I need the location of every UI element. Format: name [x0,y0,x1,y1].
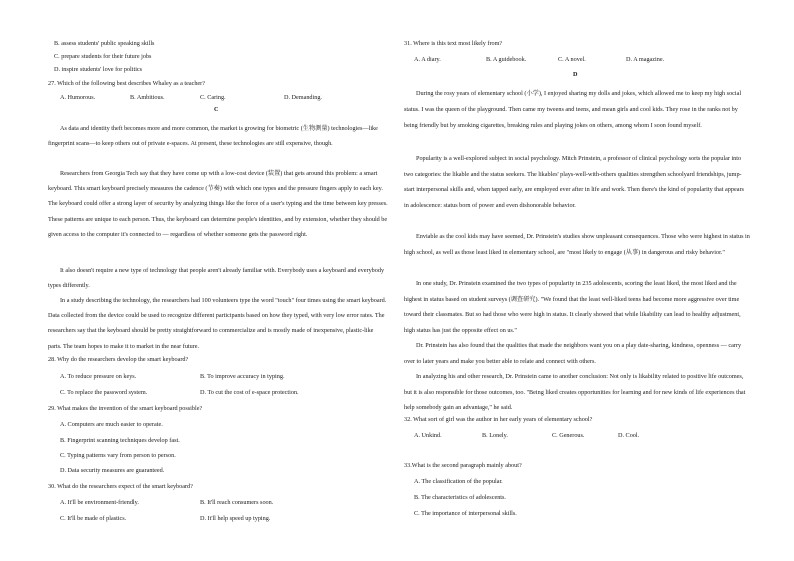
q29-option-c: C. Typing patterns vary from person to person. [60,452,176,459]
q28-option-b: B. To improve accuracy in typing. [200,373,285,380]
q28-option-a: A. To reduce pressure on keys. [60,373,137,380]
q29-option-a: A. Computers are much easier to operate. [60,421,163,428]
q26-option-d: D. inspire students' love for politics [54,66,143,73]
section-c-heading: C [214,106,219,113]
q29-option-d: D. Data security measures are guaranteed. [60,467,165,474]
q33-option-a: A. The classification of the popular. [414,478,503,485]
q32-option-b: B. Lonely. [482,432,508,439]
passage-c-paragraph-4: In a study describing the technology, the researchers had 100 volunteers type the word "touch" four times using the smart keyboard. Data collected from the device could be used to recognize different participants based on how they typed, with very low error rates. The researchers say that the keyboard should be pretty straightforward to commercialize and is mostly made of inexpensive, plastic-like parts. The team hopes to make it to market in the near future. [48,297,387,350]
q27-option-c: C. Caring. [200,94,226,101]
q28-option-d: D. To cut the cost of e-space protection. [200,389,299,396]
q33-option-b: B. The characteristics of adolescents. [414,494,506,501]
passage-d-paragraph-4: In one study, Dr. Prinstein examined the two types of popularity in 235 adolescents, scoring the least liked, the most liked and the highest in status based on student surveys (调查研究). "We found that the least well-liked teens had become more aggressive over time toward their classmates. But so had those who were high in status. It clearly showed that while likability can lead to healthy adjustment, high status has just the opposite effect on us." [404,280,741,334]
q31-stem: 31. Where is this text most likely from? [404,40,503,47]
q32-option-d: D. Cool. [618,432,640,439]
passage-d-paragraph-5: Dr. Prinstein has also found that the qualities that made the neighbors want you on a play date-sharing, kindness, openness — carry over to later years and make you better able to relate and connect with others. [404,342,742,365]
q30-stem: 30. What do the researchers expect of the smart keyboard? [48,483,193,490]
q32-option-a: A. Unkind. [414,432,442,439]
q27-option-a: A. Humorous. [60,94,96,101]
q28-option-c: C. To replace the password system. [60,389,148,396]
passage-c-paragraph-2: Researchers from Georgia Tech say that they have come up with a low-cost device (装置) that gets around this problem: a smart keyboard. This smart keyboard precisely measures the cadence (节奏) with which one types and the pressure fingers apply to each key. The keyboard could offer a strong layer of security by analyzing things like the force of a user's typing and the time between key presses. These patterns are unique to each person. Thus, the keyboard can determine people's identities, and by extension, whether they should be given access to the computer it's connected to — regardless of whether someone gets the password right. [48,170,388,238]
q29-stem: 29. What makes the invention of the smart keyboard possible? [48,405,203,412]
passage-c-paragraph-1: As data and identity theft becomes more and more common, the market is growing for biometric (生物测量) technologies—like fingerprint scans—to keep others out of private e-spaces. At present, these technologies are still expensive, though. [48,125,378,147]
q28-stem: 28. Why do the researchers develop the smart keyboard? [48,356,189,363]
q31-option-c: C. A novel. [558,56,586,63]
section-d-heading: D [573,71,578,78]
q30-option-b: B. It'll reach consumers soon. [200,499,274,506]
q29-option-b: B. Fingerprint scanning techniques develop fast. [60,437,180,444]
q27-option-b: B. Ambitious. [130,94,165,101]
q33-stem: 33.What is the second paragraph mainly about? [404,462,522,469]
passage-d-paragraph-3: Enviable as the cool kids may have seemed, Dr. Prinstein's studies show unpleasant consequences. Those who were highest in status in high school, as well as those least liked in elementary school, are "most likely to engage (从事) in dangerous and risky behavior." [404,233,750,256]
q31-option-d: D. A magazine. [626,56,665,63]
q32-stem: 32. What sort of girl was the author in her early years of elementary school? [404,416,593,423]
q30-option-d: D. It'll help speed up typing. [200,515,271,522]
q27-option-d: D. Demanding. [284,94,322,101]
passage-c-paragraph-3: It also doesn't require a new type of technology that people aren't already familiar with. Everybody uses a keyboard and everybody types differently. [48,267,385,289]
q31-option-a: A. A diary. [414,56,441,63]
q26-option-c: C. prepare students for their future jobs [54,53,152,60]
q32-option-c: C. Generous. [552,432,585,439]
q31-option-b: B. A guidebook. [486,56,527,63]
q30-option-a: A. It'll be environment-friendly. [60,499,139,506]
passage-d-paragraph-6: In analyzing his and other research, Dr. Prinstein came to another conclusion: Not only is likability related to positive life outcomes, but it is also responsible for those outcomes, too. "Being liked creates opportunities for learning and for new kinds of life experiences that help somebody gain an advantage," he said. [404,373,746,412]
q33-option-c: C. The importance of interpersonal skills. [414,510,517,517]
q26-option-b: B. assess students' public speaking skills [54,40,155,47]
passage-d-paragraph-1: During the rosy years of elementary school (小学), I enjoyed sharing my dolls and jokes, which allowed me to keep my high social status. I was the queen of the playground. Then came my tweens and teens, and mean girls and cool kids. They rose in the ranks not by being friendly but by smoking cigarettes, breaking rules and playing jokes on others, among whom I soon found myself. [404,90,742,130]
q30-option-c: C. It'll be made of plastics. [60,515,127,522]
q27-stem: 27. Which of the following best describes Whaley as a teacher? [48,80,205,87]
passage-d-paragraph-2: Popularity is a well-explored subject in social psychology. Mitch Prinstein, a professor of clinical psychology sorts the popular into two categories: the likable and the status seekers. The likables' plays-well-with-others qualities strengthen schoolyard friendships, jump-start interpersonal skills and, when tapped early, are employed ever after in life and work. Then there's the kind of popularity that appears in adolescence: status born of power and even dishonorable behavior. [404,155,744,209]
